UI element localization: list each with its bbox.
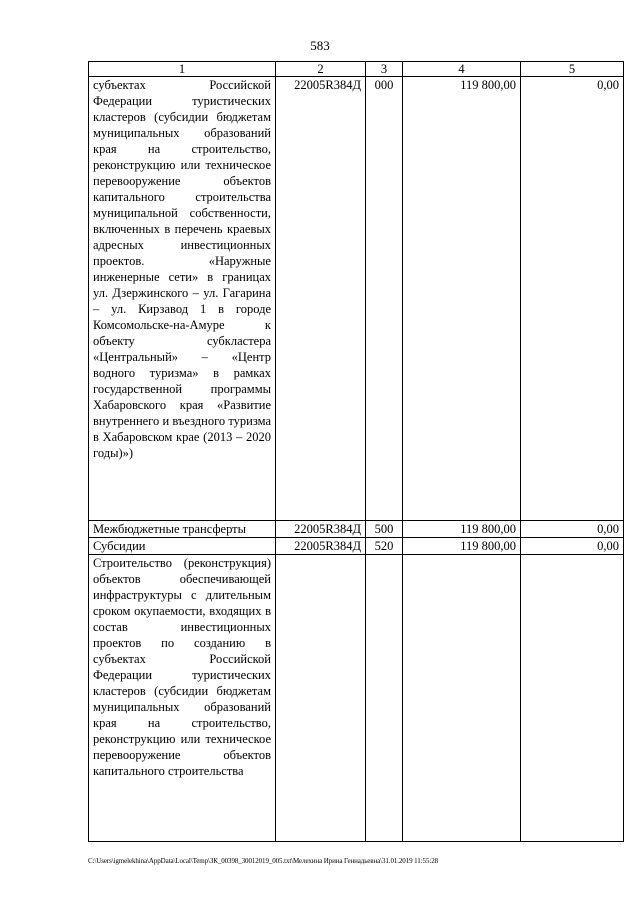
- footer-file-path: C:\Users\igmelekhina\AppData\Local\Temp\ЗК_00398_30012019_005.txt\Мелехина Ирина Геннадьевна\31.01.2019 11:55:28: [88, 857, 438, 865]
- row-amount: 119 800,00: [403, 77, 521, 521]
- budget-table: [88, 61, 624, 842]
- table-row: [89, 77, 624, 521]
- row-expense-type: 520: [366, 538, 403, 555]
- row-amount-2: 0,00: [521, 77, 624, 521]
- table-header-row: [89, 62, 624, 77]
- column-header: 1: [89, 62, 276, 77]
- row-amount-2: [521, 555, 624, 842]
- row-description: Межбюджетные трансферты: [89, 521, 276, 538]
- row-expense-type: [366, 555, 403, 842]
- column-header: 5: [521, 62, 624, 77]
- row-amount-2: 0,00: [521, 538, 624, 555]
- row-amount: 119 800,00: [403, 538, 521, 555]
- table-row: [89, 555, 624, 842]
- table-row: [89, 538, 624, 555]
- row-expense-type: 500: [366, 521, 403, 538]
- row-target-code: 22005R384Д: [276, 538, 366, 555]
- row-target-code: [276, 555, 366, 842]
- column-header: 4: [403, 62, 521, 77]
- row-description: Строительство (реконструкция) объектов обеспечивающей инфраструктуры с длительным сроком окупаемости, входящих в состав инвестиционных проектов по созданию в субъектах Российской Федерации туристических кластеров (субсидии бюджетам муниципальных образований края на строительство, реконструкцию или техническое перевооружение объектов капитального строительства: [89, 555, 276, 842]
- page-number: 583: [310, 38, 330, 53]
- row-amount-2: 0,00: [521, 521, 624, 538]
- row-target-code: 22005R384Д: [276, 521, 366, 538]
- row-amount: [403, 555, 521, 842]
- row-amount: 119 800,00: [403, 521, 521, 538]
- table-row: [89, 521, 624, 538]
- row-description: Субсидии: [89, 538, 276, 555]
- row-description: субъектах Российской Федерации туристических кластеров (субсидии бюджетам муниципальных образований края на строительство, реконструкцию или техническое перевооружение объектов капитального строительства муниципальной собственности, включенных в перечень краевых адресных инвестиционных проектов. «Наружные инженерные сети» в границах ул. Дзержинского – ул. Гагарина – ул. Кирзавод 1 в городе Комсомольске-на-Амуре к объекту субкластера «Центральный» – «Центр водного туризма» в рамках государственной программы Хабаровского края «Развитие внутреннего и въездного туризма в Хабаровском крае (2013 – 2020 годы)»): [89, 77, 276, 521]
- row-expense-type: 000: [366, 77, 403, 521]
- row-target-code: 22005R384Д: [276, 77, 366, 521]
- column-header: 2: [276, 62, 366, 77]
- column-header: 3: [366, 62, 403, 77]
